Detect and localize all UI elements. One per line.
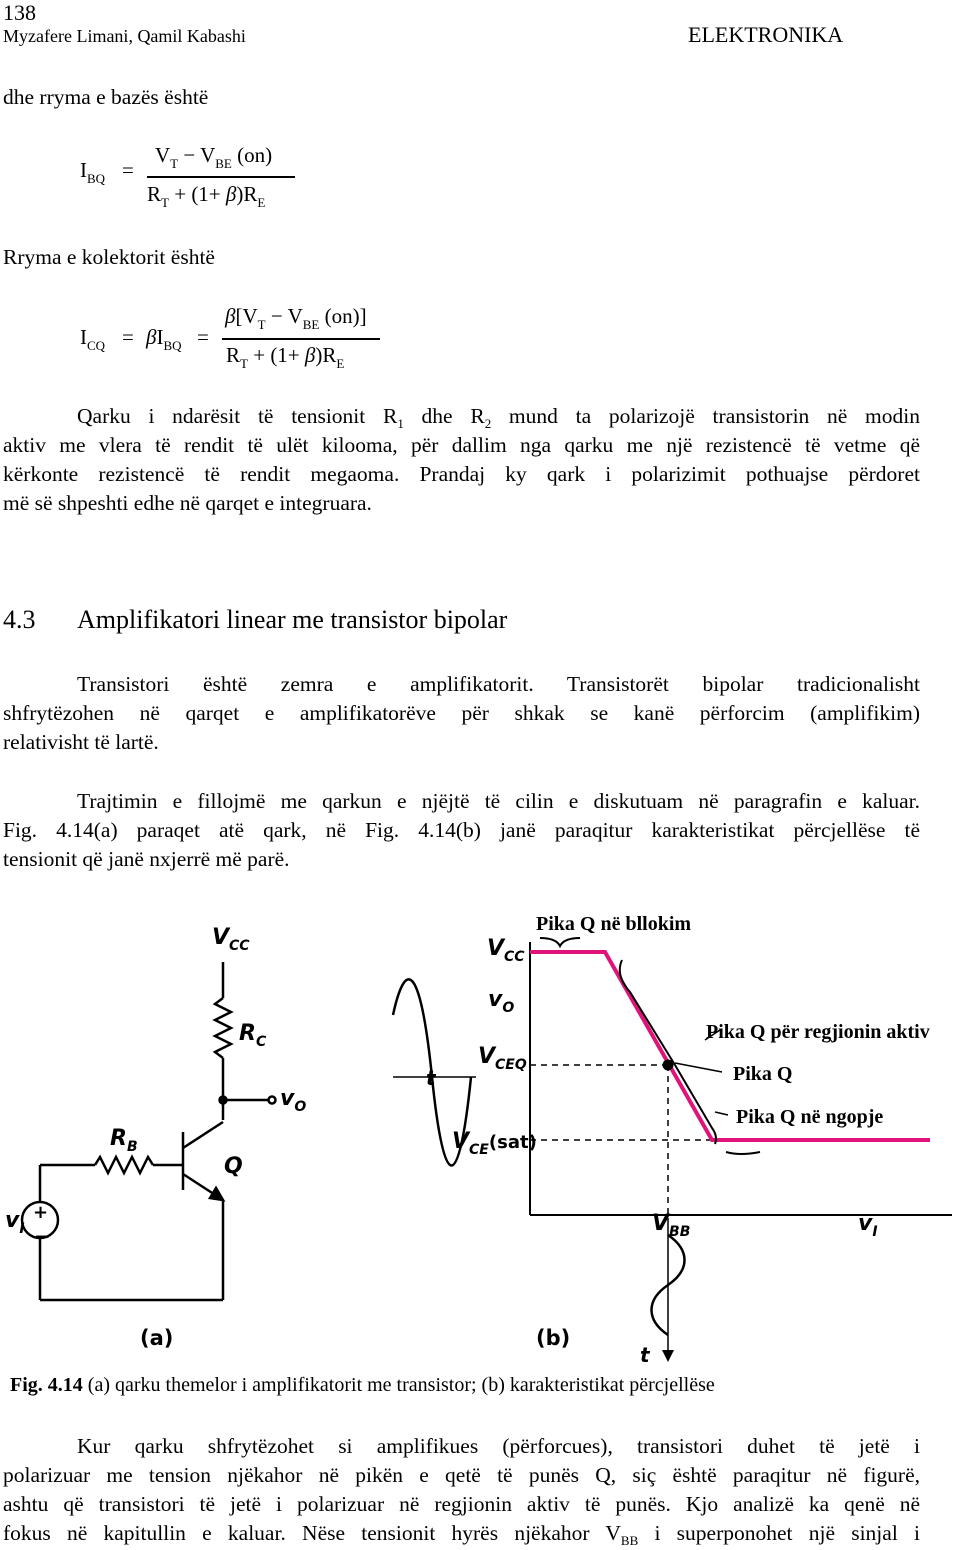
q-pointer: [675, 1063, 722, 1072]
para1-line-3: kërkonte rezistencë të rendit megaoma. Prandaj ky qark i polarizimit pothuajse përdoret: [3, 462, 920, 486]
para3-line-3: tensionit që janë nxjerrë më parë.: [3, 847, 290, 871]
sat-pointer: [715, 1112, 728, 1115]
eq1-denominator: $R_T + (1+ \beta)R_E$: [147, 182, 266, 210]
time-arrow-b: [662, 1350, 674, 1362]
para4-line-2: polarizuar me tension njëkahor në pikën e qetë të punës Q, siç është paraqitur në figurë,: [3, 1463, 920, 1487]
callout-saturation: Pika Q në ngopje: [736, 1106, 884, 1128]
figure-4-14: [0, 900, 960, 1370]
cutoff-bracket: [540, 938, 580, 946]
eq2-equals-2: =: [197, 325, 209, 349]
figure-caption: [10, 1374, 715, 1397]
para1-line-2: aktiv me vlera të rendit të ulët kilooma, për dallim nga qarku me një rezistencë të vetme që: [3, 433, 920, 457]
vcc-label-b: $V_{CC}$: [487, 936, 525, 965]
callout-active: Pika Q për regjionin aktiv: [706, 1021, 930, 1043]
para4-line-3: ashtu që transistori të jetë i polarizuar në regjionin aktiv të punës. Kjo analizë ka qenë në: [3, 1492, 920, 1516]
transfer-characteristic: [530, 938, 952, 1362]
callout-labels: [536, 913, 930, 1128]
page-number: 138: [3, 0, 36, 25]
active-bracket-lower: [675, 1065, 716, 1144]
eq1-equals: =: [122, 158, 134, 182]
section-number: 4.3: [3, 605, 36, 634]
rb-resistor: [95, 1157, 153, 1173]
vcc-label-a: $V_{CC}$: [212, 925, 250, 954]
panel-b-label: (b): [536, 1326, 571, 1350]
eq2-equals-1: =: [122, 325, 134, 349]
vceq-label: $V_{CEQ}$: [478, 1044, 527, 1073]
section-title: Amplifikatori linear me transistor bipolar: [77, 605, 508, 634]
para2-line-1: Transistori është zemra e amplifikatorit. Transistorët bipolar tradicionalisht: [77, 672, 920, 696]
eq2-lhs: $I_{CQ}$: [80, 325, 106, 353]
source-minus: −: [34, 1224, 51, 1248]
base-current-intro: dhe rryma e bazës është: [3, 85, 209, 109]
rc-label: $R_C$: [239, 1021, 267, 1050]
vi-label-a: $v_I$: [5, 1208, 25, 1237]
para1-line-1: Qarku i ndarësit të tensionit $R_1$ dhe $R_2$ mund ta polarizojë transistorin në modin: [77, 404, 920, 431]
eq2-denominator: $R_T + (1+ \beta)R_E$: [226, 343, 345, 371]
eq1-numerator: $V_T - V_{BE}$ (on): [155, 143, 273, 171]
eq2-fraction-bar: [222, 338, 380, 340]
active-bracket-upper: [620, 960, 675, 1065]
emitter-arrow: [210, 1188, 223, 1200]
para2-line-2: shfrytëzohen në qarqet e amplifikatorëve për shkak se kanë përforcim (amplifikim): [3, 701, 920, 725]
eq1-lhs: $I_{BQ}$: [80, 158, 106, 186]
eq2-middle: $\beta I_{BQ}$: [146, 325, 182, 353]
panel-a-label: (a): [140, 1326, 174, 1350]
circuit-diagram: [22, 962, 476, 1300]
collector-lead: [183, 1122, 223, 1148]
transfer-labels: [452, 936, 878, 1367]
sat-bracket: [726, 1152, 760, 1154]
t-label-b: t: [640, 1343, 650, 1367]
figure-caption-text: (a) qarku themelor i amplifikatorit me transistor; (b) karakteristikat përcjellëse: [82, 1374, 715, 1396]
para2-line-3: relativisht të lartë.: [3, 730, 159, 754]
figure-caption-label: Fig. 4.14: [10, 1374, 83, 1396]
para3-line-1: Trajtimin e fillojmë me qarkun e njëjtë të cilin e diskutuam në paragrafin e kaluar.: [77, 789, 920, 813]
vo-label-a: $v_O$: [280, 1086, 307, 1115]
eq1-fraction-bar: [147, 176, 295, 178]
page-subject: ELEKTRONIKA: [688, 22, 844, 47]
rc-resistor: [215, 998, 231, 1058]
vcesat-label: $V_{CE}^{(sat)}$: [452, 1129, 537, 1158]
para4-line-4: fokus në kapitullin e kaluar. Nëse tensionit hyrës njëkahor $V_{BB}$ i superponohet një sinjal i: [3, 1521, 920, 1548]
source-plus: +: [33, 1202, 49, 1223]
collector-current-intro: Rryma e kolektorit është: [3, 245, 215, 269]
vo-label-b: $v_O$: [488, 987, 515, 1016]
rb-label: $R_B$: [110, 1126, 138, 1155]
q-label: Q: [224, 1154, 243, 1179]
page-authors: Myzafere Limani, Qamil Kabashi: [3, 26, 246, 46]
para4-line-1: Kur qarku shfrytëzohet si amplifikues (përforcues), transistori duhet të jetë i: [77, 1434, 920, 1458]
callout-q: Pika Q: [733, 1063, 793, 1085]
vi-label-b: $v_I$: [858, 1211, 878, 1240]
eq2-numerator: $\beta[V_T - V_{BE}$ (on)]: [225, 304, 367, 332]
callout-cutoff: Pika Q në bllokim: [536, 913, 692, 935]
vbb-label: $V_{BB}$: [652, 1211, 691, 1240]
t-label-a: t: [426, 1066, 436, 1090]
para1-line-4: më së shpeshti edhe në qarqet e integruara.: [3, 491, 372, 515]
para3-line-2: Fig. 4.14(a) paraqet atë qark, në Fig. 4.14(b) janë paraqitur karakteristikat përcjellëse të: [3, 818, 920, 842]
output-terminal: [269, 1097, 276, 1104]
circuit-labels: [5, 925, 437, 1350]
